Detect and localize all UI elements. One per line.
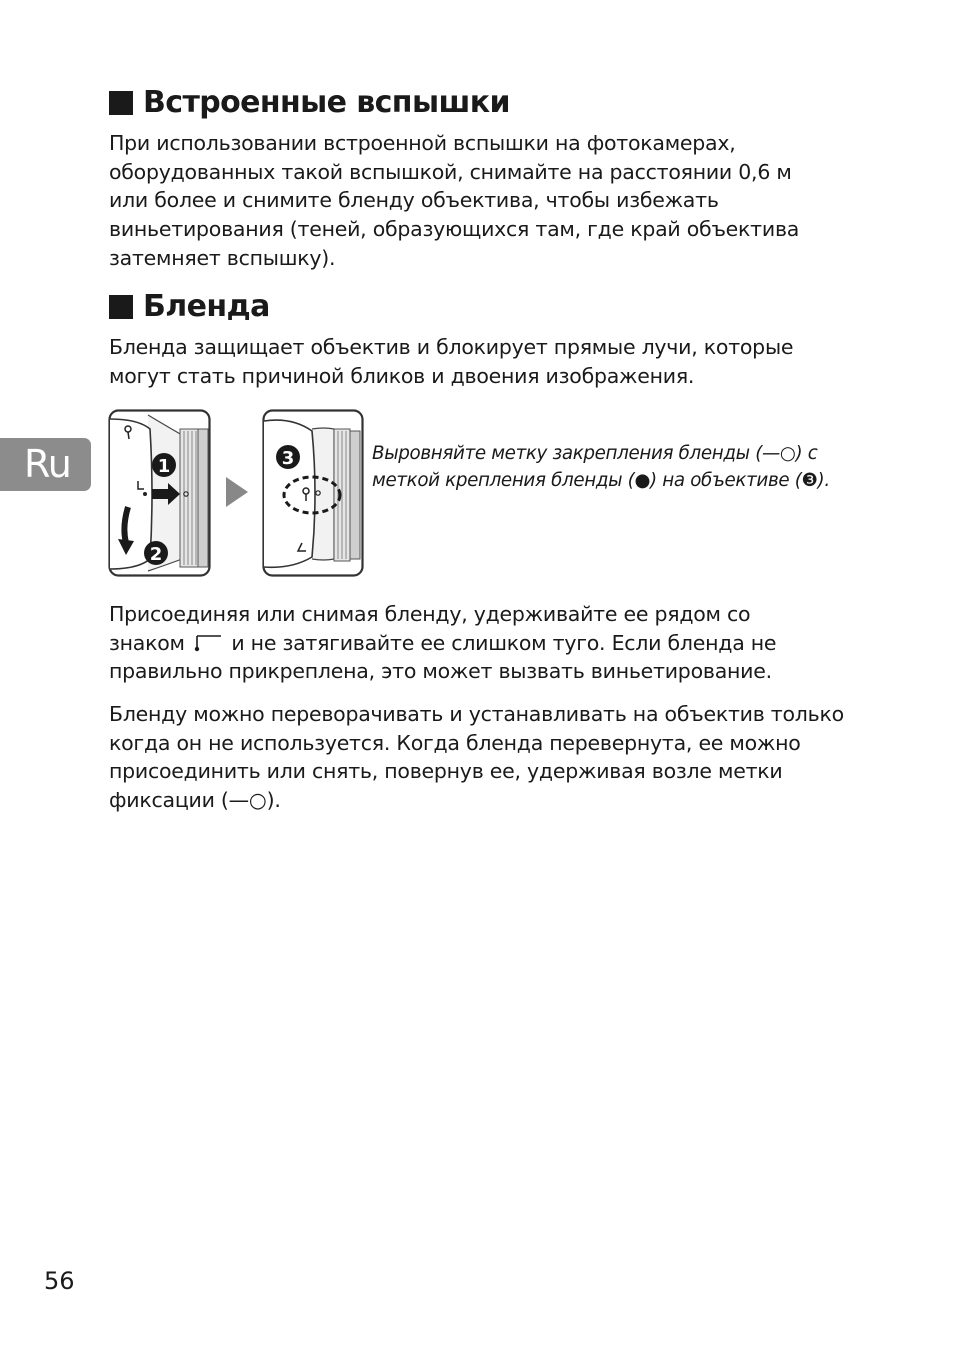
next-triangle-icon: [226, 477, 248, 507]
black-square-icon: [109, 91, 133, 115]
text-line: Бленда защищает объектив и блокирует прямые лучи, которые: [109, 335, 794, 359]
text-fragment: и не затягивайте ее слишком туго. Если бленда не: [231, 630, 777, 655]
caption-line: меткой крепления бленды (●) на объективе (❸).: [372, 470, 830, 491]
step-2-label: 2: [149, 544, 163, 565]
language-tab: Ru: [0, 438, 91, 491]
lens-hood-intro-paragraph: [109, 333, 854, 390]
text-line: могут стать причиной бликов и двоения изображения.: [109, 363, 695, 388]
built-in-flash-paragraph: [109, 129, 854, 273]
reverse-hood-paragraph: [109, 700, 854, 815]
step-3-label: 3: [281, 448, 295, 469]
page-number: 56: [44, 1267, 75, 1295]
panel-aligned-step: [264, 411, 363, 576]
text-line: виньетирования (теней, образующихся там, где край объектива: [109, 217, 800, 242]
text-line: затемняет вспышку).: [109, 245, 336, 270]
figure-caption: [372, 440, 852, 494]
section-title: Встроенные вспышки: [143, 85, 510, 120]
text-line: когда он не используется. Когда бленда перевернута, ее можно: [109, 730, 801, 755]
lens-hood-figure: [108, 409, 368, 579]
text-line: правильно прикреплена, это может вызвать виньетирование.: [109, 659, 772, 684]
text-line: Присоединяя или снимая бленду, удерживайте ее рядом со: [109, 602, 751, 626]
text-fragment: знаком: [109, 630, 185, 655]
text-line: оборудованных такой вспышкой, снимайте на расстоянии 0,6 м: [109, 159, 792, 184]
text-line: фиксации (—○).: [109, 788, 281, 813]
panel-attach-step: [110, 411, 210, 576]
caption-line: Выровняйте метку закрепления бленды (—○) с: [372, 443, 818, 464]
text-line: присоединить или снять, повернув ее, удерживая возле метки: [109, 759, 783, 784]
text-line: [109, 629, 854, 658]
text-line: Бленду можно переворачивать и устанавливать на объектив только: [109, 702, 844, 726]
section-heading-lens-hood: [109, 290, 270, 324]
black-square-icon: [109, 295, 133, 319]
section-title: Бленда: [143, 289, 270, 324]
text-line: или более и снимите бленду объектива, чтобы избежать: [109, 188, 719, 213]
text-line: При использовании встроенной вспышки на фотокамерах,: [109, 131, 736, 155]
step-1-label: 1: [157, 456, 171, 477]
hood-mark-symbol-icon: [191, 632, 225, 650]
lens-hood-illustration: [108, 409, 368, 579]
attach-remove-paragraph: [109, 600, 854, 686]
section-heading-built-in-flash: [109, 86, 510, 120]
